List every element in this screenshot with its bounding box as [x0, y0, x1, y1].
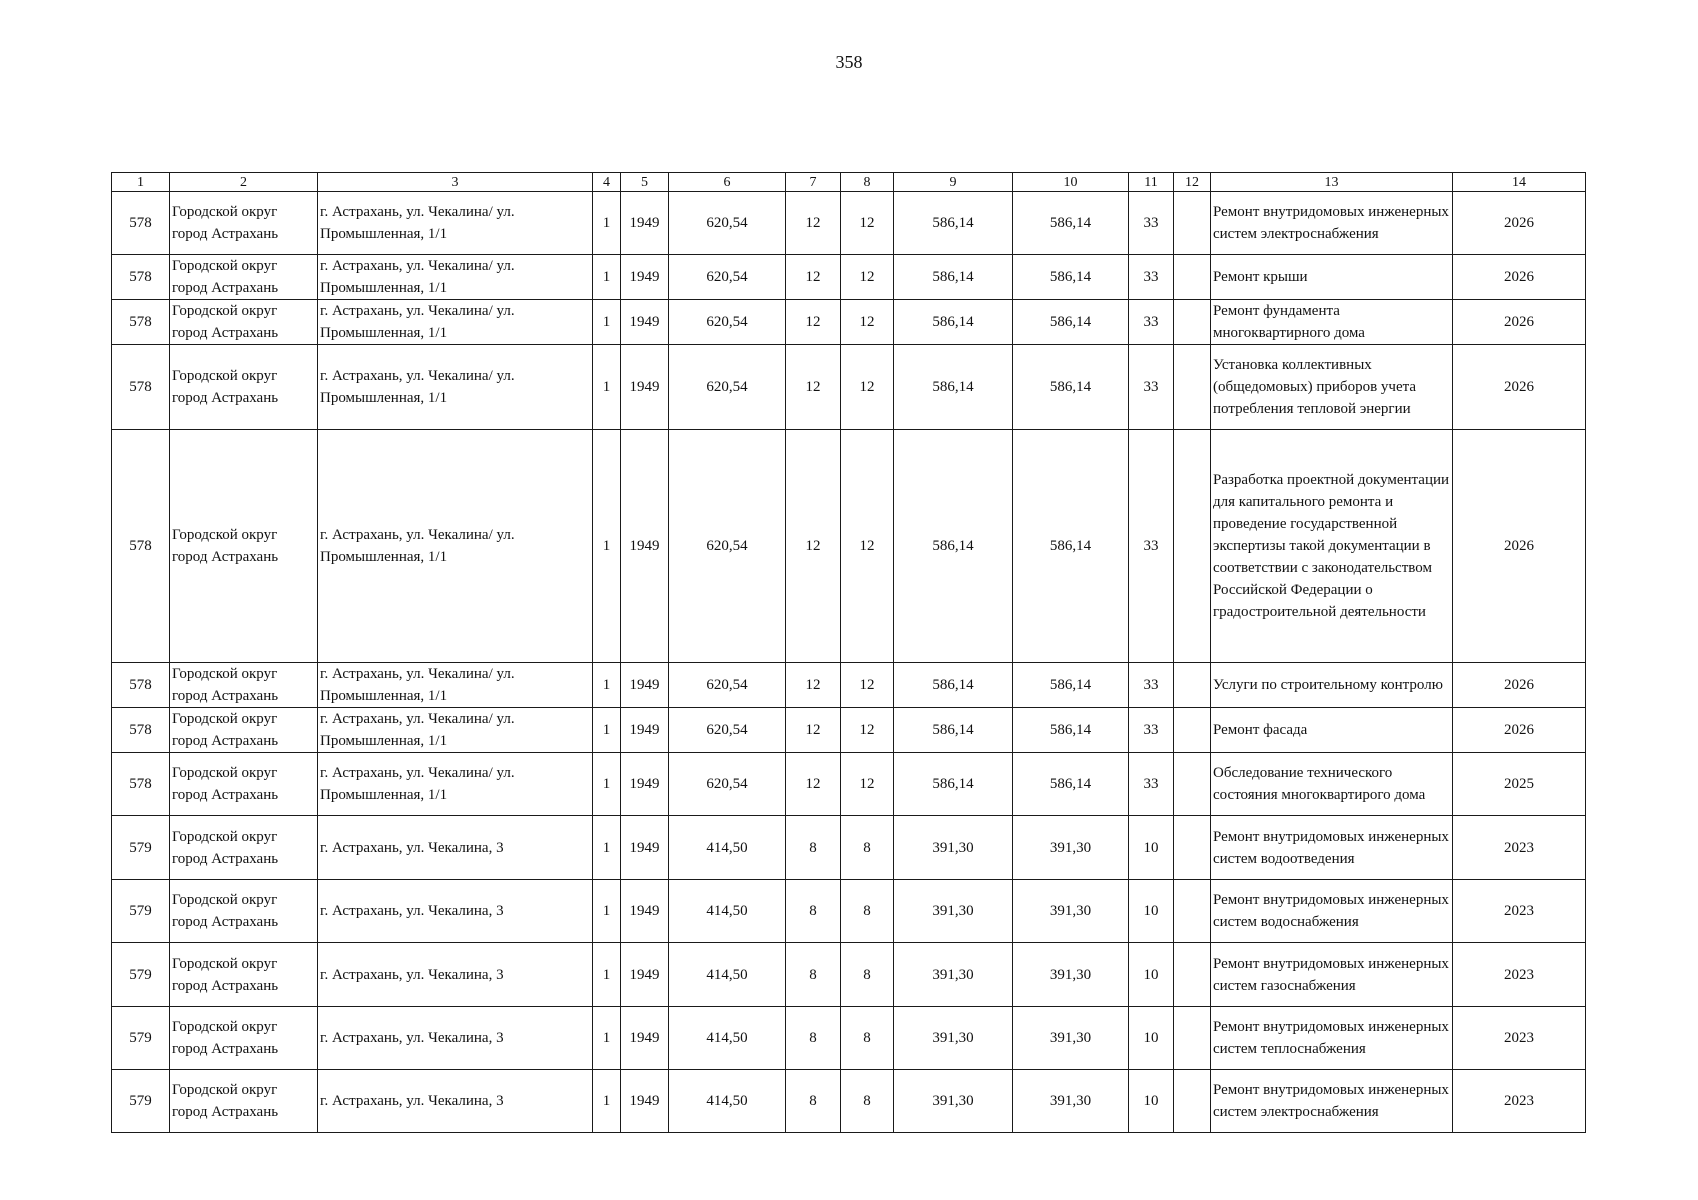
cell-col-12-value — [1174, 255, 1211, 300]
cell-address: г. Астрахань, ул. Чекалина, 3 — [318, 816, 593, 880]
cell-col-8-value: 12 — [841, 430, 894, 663]
cell-col-9-area: 391,30 — [894, 880, 1013, 943]
cell-total-area: 620,54 — [669, 663, 786, 708]
cell-col-9-area: 586,14 — [894, 430, 1013, 663]
cell-col-10-area: 391,30 — [1013, 880, 1129, 943]
cell-work-type: Разработка проектной документации для капитального ремонта и проведение государственной экспертизы такой документации в соответствии с законодательством Российской Федерации о градостроительной деятельности — [1211, 430, 1453, 663]
cell-total-area: 620,54 — [669, 255, 786, 300]
cell-planned-year: 2023 — [1453, 1070, 1586, 1133]
cell-municipality: Городской округ город Астрахань — [170, 430, 318, 663]
page-number: 358 — [835, 52, 863, 72]
cell-col-10-area: 586,14 — [1013, 708, 1129, 753]
cell-col-9-area: 391,30 — [894, 1007, 1013, 1070]
column-header-3: 3 — [318, 173, 593, 192]
cell-total-area: 620,54 — [669, 708, 786, 753]
cell-col-7-value: 12 — [786, 192, 841, 255]
cell-municipality: Городской округ город Астрахань — [170, 1007, 318, 1070]
cell-col-4-value: 1 — [593, 430, 621, 663]
cell-col-10-area: 586,14 — [1013, 663, 1129, 708]
cell-col-8-value: 12 — [841, 300, 894, 345]
column-header-13: 13 — [1211, 173, 1453, 192]
cell-residents-count: 10 — [1129, 880, 1174, 943]
cell-col-4-value: 1 — [593, 345, 621, 430]
cell-residents-count: 10 — [1129, 943, 1174, 1007]
cell-col-7-value: 12 — [786, 753, 841, 816]
cell-build-year: 1949 — [621, 708, 669, 753]
cell-col-9-area: 586,14 — [894, 300, 1013, 345]
cell-residents-count: 33 — [1129, 753, 1174, 816]
cell-work-type: Обследование технического состояния многоквартирого дома — [1211, 753, 1453, 816]
cell-col-8-value: 12 — [841, 708, 894, 753]
cell-residents-count: 33 — [1129, 192, 1174, 255]
cell-col-10-area: 391,30 — [1013, 943, 1129, 1007]
cell-row-number: 578 — [112, 753, 170, 816]
cell-address: г. Астрахань, ул. Чекалина/ ул. Промышленная, 1/1 — [318, 345, 593, 430]
cell-residents-count: 33 — [1129, 255, 1174, 300]
cell-work-type: Ремонт внутридомовых инженерных систем водоснабжения — [1211, 880, 1453, 943]
cell-residents-count: 33 — [1129, 708, 1174, 753]
cell-col-8-value: 8 — [841, 943, 894, 1007]
cell-col-4-value: 1 — [593, 255, 621, 300]
cell-planned-year: 2026 — [1453, 300, 1586, 345]
cell-col-4-value: 1 — [593, 880, 621, 943]
cell-col-4-value: 1 — [593, 708, 621, 753]
column-header-5: 5 — [621, 173, 669, 192]
cell-row-number: 579 — [112, 1070, 170, 1133]
cell-address: г. Астрахань, ул. Чекалина/ ул. Промышленная, 1/1 — [318, 255, 593, 300]
cell-col-10-area: 586,14 — [1013, 192, 1129, 255]
cell-col-12-value — [1174, 192, 1211, 255]
cell-total-area: 620,54 — [669, 430, 786, 663]
table-row — [112, 943, 1586, 1007]
cell-col-9-area: 391,30 — [894, 943, 1013, 1007]
column-header-4: 4 — [593, 173, 621, 192]
cell-row-number: 579 — [112, 943, 170, 1007]
cell-row-number: 579 — [112, 816, 170, 880]
cell-row-number: 579 — [112, 1007, 170, 1070]
cell-col-8-value: 12 — [841, 345, 894, 430]
cell-build-year: 1949 — [621, 880, 669, 943]
cell-col-8-value: 8 — [841, 1007, 894, 1070]
cell-col-8-value: 8 — [841, 1070, 894, 1133]
cell-residents-count: 10 — [1129, 1007, 1174, 1070]
column-header-6: 6 — [669, 173, 786, 192]
cell-build-year: 1949 — [621, 1070, 669, 1133]
cell-col-12-value — [1174, 816, 1211, 880]
cell-col-4-value: 1 — [593, 300, 621, 345]
cell-total-area: 620,54 — [669, 345, 786, 430]
cell-col-8-value: 12 — [841, 192, 894, 255]
cell-address: г. Астрахань, ул. Чекалина/ ул. Промышленная, 1/1 — [318, 192, 593, 255]
cell-build-year: 1949 — [621, 300, 669, 345]
cell-col-12-value — [1174, 1070, 1211, 1133]
cell-municipality: Городской округ город Астрахань — [170, 1070, 318, 1133]
table-row — [112, 255, 1586, 300]
cell-build-year: 1949 — [621, 943, 669, 1007]
cell-col-4-value: 1 — [593, 1007, 621, 1070]
cell-col-7-value: 8 — [786, 816, 841, 880]
column-header-14: 14 — [1453, 173, 1586, 192]
cell-planned-year: 2026 — [1453, 255, 1586, 300]
cell-row-number: 578 — [112, 430, 170, 663]
cell-residents-count: 33 — [1129, 430, 1174, 663]
cell-planned-year: 2026 — [1453, 430, 1586, 663]
cell-build-year: 1949 — [621, 816, 669, 880]
cell-total-area: 620,54 — [669, 753, 786, 816]
cell-col-10-area: 586,14 — [1013, 345, 1129, 430]
cell-planned-year: 2023 — [1453, 943, 1586, 1007]
cell-municipality: Городской округ город Астрахань — [170, 663, 318, 708]
column-header-9: 9 — [894, 173, 1013, 192]
cell-col-9-area: 586,14 — [894, 708, 1013, 753]
cell-planned-year: 2023 — [1453, 1007, 1586, 1070]
cell-col-10-area: 586,14 — [1013, 255, 1129, 300]
cell-build-year: 1949 — [621, 255, 669, 300]
cell-total-area: 620,54 — [669, 300, 786, 345]
cell-col-10-area: 586,14 — [1013, 300, 1129, 345]
cell-col-8-value: 12 — [841, 753, 894, 816]
column-header-2: 2 — [170, 173, 318, 192]
table-row — [112, 708, 1586, 753]
cell-col-10-area: 586,14 — [1013, 430, 1129, 663]
cell-build-year: 1949 — [621, 753, 669, 816]
table-row — [112, 430, 1586, 663]
cell-col-12-value — [1174, 708, 1211, 753]
cell-residents-count: 10 — [1129, 816, 1174, 880]
table-row — [112, 753, 1586, 816]
cell-address: г. Астрахань, ул. Чекалина/ ул. Промышленная, 1/1 — [318, 430, 593, 663]
cell-row-number: 578 — [112, 345, 170, 430]
cell-municipality: Городской округ город Астрахань — [170, 192, 318, 255]
cell-col-9-area: 586,14 — [894, 192, 1013, 255]
table-row — [112, 663, 1586, 708]
cell-total-area: 414,50 — [669, 880, 786, 943]
cell-address: г. Астрахань, ул. Чекалина/ ул. Промышленная, 1/1 — [318, 300, 593, 345]
cell-col-7-value: 12 — [786, 663, 841, 708]
cell-residents-count: 33 — [1129, 345, 1174, 430]
cell-col-8-value: 8 — [841, 816, 894, 880]
cell-col-7-value: 12 — [786, 708, 841, 753]
cell-planned-year: 2026 — [1453, 708, 1586, 753]
cell-col-10-area: 391,30 — [1013, 816, 1129, 880]
cell-residents-count: 10 — [1129, 1070, 1174, 1133]
cell-col-8-value: 12 — [841, 663, 894, 708]
cell-municipality: Городской округ город Астрахань — [170, 255, 318, 300]
cell-col-10-area: 586,14 — [1013, 753, 1129, 816]
cell-build-year: 1949 — [621, 1007, 669, 1070]
cell-municipality: Городской округ город Астрахань — [170, 943, 318, 1007]
cell-col-7-value: 8 — [786, 1007, 841, 1070]
cell-address: г. Астрахань, ул. Чекалина/ ул. Промышленная, 1/1 — [318, 753, 593, 816]
cell-planned-year: 2026 — [1453, 192, 1586, 255]
cell-col-9-area: 586,14 — [894, 345, 1013, 430]
cell-col-4-value: 1 — [593, 753, 621, 816]
cell-build-year: 1949 — [621, 192, 669, 255]
cell-col-8-value: 12 — [841, 255, 894, 300]
cell-col-12-value — [1174, 943, 1211, 1007]
cell-col-8-value: 8 — [841, 880, 894, 943]
cell-work-type: Ремонт внутридомовых инженерных систем электроснабжения — [1211, 192, 1453, 255]
cell-build-year: 1949 — [621, 345, 669, 430]
cell-total-area: 414,50 — [669, 1070, 786, 1133]
cell-planned-year: 2026 — [1453, 663, 1586, 708]
cell-address: г. Астрахань, ул. Чекалина, 3 — [318, 880, 593, 943]
cell-planned-year: 2023 — [1453, 816, 1586, 880]
cell-residents-count: 33 — [1129, 663, 1174, 708]
cell-planned-year: 2025 — [1453, 753, 1586, 816]
cell-row-number: 578 — [112, 255, 170, 300]
cell-work-type: Установка коллективных (общедомовых) приборов учета потребления тепловой энергии — [1211, 345, 1453, 430]
cell-work-type: Ремонт крыши — [1211, 255, 1453, 300]
column-number-header-row — [112, 173, 1586, 192]
table-row — [112, 300, 1586, 345]
cell-col-12-value — [1174, 430, 1211, 663]
column-header-10: 10 — [1013, 173, 1129, 192]
cell-municipality: Городской округ город Астрахань — [170, 300, 318, 345]
cell-col-12-value — [1174, 1007, 1211, 1070]
cell-work-type: Услуги по строительному контролю — [1211, 663, 1453, 708]
cell-col-12-value — [1174, 663, 1211, 708]
column-header-12: 12 — [1174, 173, 1211, 192]
cell-work-type: Ремонт внутридомовых инженерных систем водоотведения — [1211, 816, 1453, 880]
cell-col-7-value: 8 — [786, 880, 841, 943]
table-body — [112, 192, 1586, 1133]
cell-address: г. Астрахань, ул. Чекалина, 3 — [318, 1007, 593, 1070]
cell-work-type: Ремонт внутридомовых инженерных систем теплоснабжения — [1211, 1007, 1453, 1070]
cell-col-9-area: 586,14 — [894, 753, 1013, 816]
cell-col-9-area: 391,30 — [894, 1070, 1013, 1133]
cell-municipality: Городской округ город Астрахань — [170, 345, 318, 430]
column-header-1: 1 — [112, 173, 170, 192]
cell-total-area: 414,50 — [669, 943, 786, 1007]
cell-col-7-value: 12 — [786, 345, 841, 430]
cell-address: г. Астрахань, ул. Чекалина, 3 — [318, 943, 593, 1007]
cell-total-area: 414,50 — [669, 816, 786, 880]
cell-planned-year: 2023 — [1453, 880, 1586, 943]
cell-work-type: Ремонт фундамента многоквартирного дома — [1211, 300, 1453, 345]
cell-col-7-value: 12 — [786, 300, 841, 345]
cell-municipality: Городской округ город Астрахань — [170, 753, 318, 816]
cell-municipality: Городской округ город Астрахань — [170, 880, 318, 943]
cell-col-12-value — [1174, 880, 1211, 943]
column-header-8: 8 — [841, 173, 894, 192]
cell-col-10-area: 391,30 — [1013, 1070, 1129, 1133]
table-row — [112, 1007, 1586, 1070]
cell-row-number: 578 — [112, 708, 170, 753]
column-header-7: 7 — [786, 173, 841, 192]
cell-row-number: 578 — [112, 663, 170, 708]
table-row — [112, 1070, 1586, 1133]
cell-col-4-value: 1 — [593, 943, 621, 1007]
cell-col-7-value: 12 — [786, 430, 841, 663]
cell-residents-count: 33 — [1129, 300, 1174, 345]
column-header-11: 11 — [1129, 173, 1174, 192]
cell-col-4-value: 1 — [593, 192, 621, 255]
table-row — [112, 345, 1586, 430]
cell-total-area: 414,50 — [669, 1007, 786, 1070]
cell-col-4-value: 1 — [593, 1070, 621, 1133]
cell-build-year: 1949 — [621, 663, 669, 708]
cell-work-type: Ремонт внутридомовых инженерных систем электроснабжения — [1211, 1070, 1453, 1133]
cell-address: г. Астрахань, ул. Чекалина, 3 — [318, 1070, 593, 1133]
cell-col-7-value: 12 — [786, 255, 841, 300]
cell-col-4-value: 1 — [593, 663, 621, 708]
cell-build-year: 1949 — [621, 430, 669, 663]
table-row — [112, 880, 1586, 943]
cell-address: г. Астрахань, ул. Чекалина/ ул. Промышленная, 1/1 — [318, 708, 593, 753]
cell-col-12-value — [1174, 753, 1211, 816]
table-row — [112, 192, 1586, 255]
cell-col-9-area: 586,14 — [894, 663, 1013, 708]
cell-planned-year: 2026 — [1453, 345, 1586, 430]
cell-work-type: Ремонт фасада — [1211, 708, 1453, 753]
cell-municipality: Городской округ город Астрахань — [170, 816, 318, 880]
cell-address: г. Астрахань, ул. Чекалина/ ул. Промышленная, 1/1 — [318, 663, 593, 708]
cell-col-4-value: 1 — [593, 816, 621, 880]
table-row — [112, 816, 1586, 880]
cell-row-number: 578 — [112, 192, 170, 255]
cell-col-7-value: 8 — [786, 1070, 841, 1133]
cell-col-9-area: 586,14 — [894, 255, 1013, 300]
cell-work-type: Ремонт внутридомовых инженерных систем газоснабжения — [1211, 943, 1453, 1007]
cell-col-9-area: 391,30 — [894, 816, 1013, 880]
cell-col-12-value — [1174, 300, 1211, 345]
cell-col-7-value: 8 — [786, 943, 841, 1007]
capital-repair-table — [111, 172, 1586, 1133]
cell-municipality: Городской округ город Астрахань — [170, 708, 318, 753]
cell-col-10-area: 391,30 — [1013, 1007, 1129, 1070]
cell-row-number: 578 — [112, 300, 170, 345]
cell-col-12-value — [1174, 345, 1211, 430]
cell-total-area: 620,54 — [669, 192, 786, 255]
cell-row-number: 579 — [112, 880, 170, 943]
